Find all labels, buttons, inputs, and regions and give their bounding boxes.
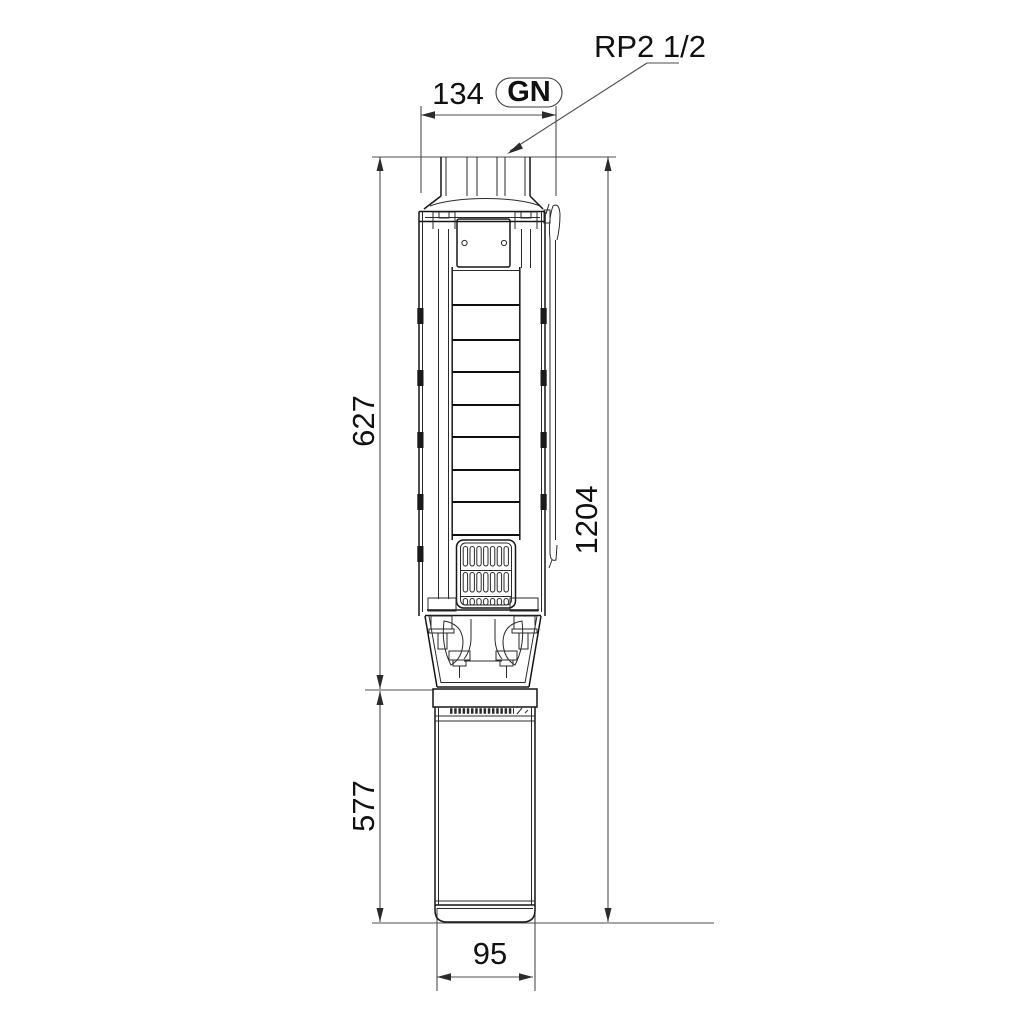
suction-strainer [457,540,516,608]
dim-outlet-width-label: 134 [432,76,484,111]
suction-interconnector [425,598,541,687]
dim-pump-length-label: 627 [346,395,381,447]
valve-casing [419,212,545,617]
position-marker-badge [496,76,562,108]
discharge-shoulder [424,196,543,209]
dim-total-length-label: 1204 [569,485,604,555]
dimension-lines [365,63,714,991]
chamber-stack [452,267,520,540]
motor-bottom-cap [435,905,535,922]
dim-motor-length-label: 577 [346,780,381,832]
nameplate [457,219,510,267]
motor-flange [433,689,537,707]
discharge-pipe [441,157,530,196]
position-marker-label: GN [507,76,551,108]
dim-motor-diameter-label: 95 [472,936,508,971]
motor [433,689,537,922]
pump-body [417,157,560,687]
thread-size-label: RP2 1/2 [593,29,707,64]
